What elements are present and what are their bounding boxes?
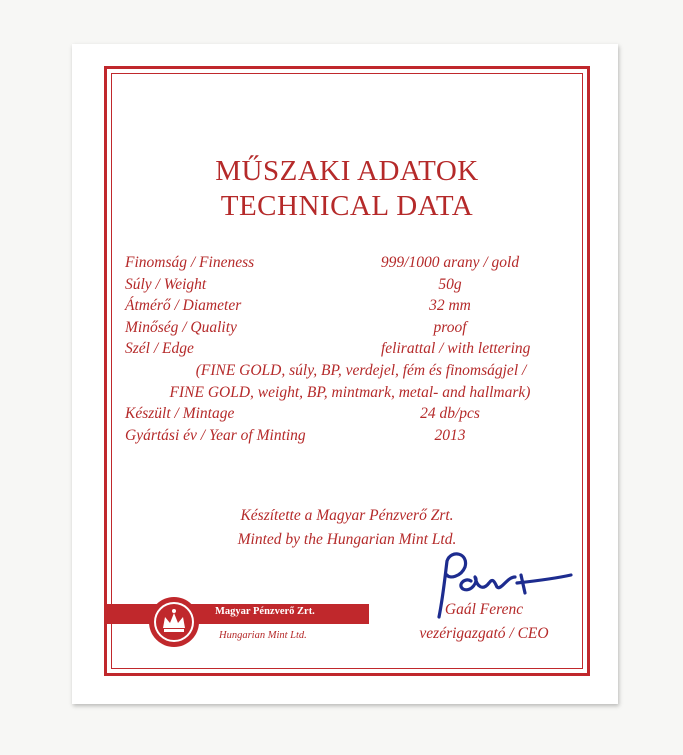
spec-label: Szél / Edge [125, 340, 194, 358]
maker-hungarian: Készítette a Magyar Pénzverő Zrt. [240, 507, 454, 524]
spec-label: Finomság / Fineness [125, 254, 255, 271]
spec-row-weight [125, 274, 575, 296]
signer-title: vezérigazgató / CEO [419, 625, 549, 642]
spec-label: Gyártási év / Year of Minting [125, 426, 306, 444]
spec-row-year [125, 425, 575, 447]
certificate-card [72, 44, 618, 704]
spec-value: 999/1000 arany / gold [380, 254, 520, 271]
spec-row-edge [125, 338, 575, 360]
spec-row-mintage [125, 403, 575, 425]
spec-row-quality [125, 317, 575, 339]
spec-label: Átmérő / Diameter [125, 297, 242, 315]
spec-label: Súly / Weight [125, 275, 207, 293]
spec-label: Minőség / Quality [125, 318, 237, 336]
spec-label: Készült / Mintage [125, 405, 235, 423]
spec-value: 2013 [434, 426, 466, 444]
maker-english: Minted by the Hungarian Mint Ltd. [237, 531, 457, 548]
spec-row-fineness [125, 252, 575, 274]
title-hungarian: MŰSZAKI ADATOK [215, 155, 479, 187]
edge-note-line2: FINE GOLD, weight, BP, mintmark, metal- and hallmark) [169, 383, 531, 401]
edge-note-line1: (FINE GOLD, súly, BP, verdejel, fém és finomságjel / [195, 361, 527, 379]
spec-value: 50g [438, 275, 462, 293]
spec-row-diameter [125, 295, 575, 317]
signer-name: Gaál Ferenc [444, 601, 524, 618]
logo-name-english: Hungarian Mint Ltd. [219, 630, 307, 641]
spec-list [125, 252, 575, 446]
certificate-frame [104, 66, 590, 676]
spec-value: 32 mm [429, 297, 471, 315]
title-english: TECHNICAL DATA [220, 190, 474, 222]
crown-emblem-icon [149, 597, 199, 647]
spec-value: felirattal / with lettering [381, 340, 531, 358]
logo-name-hungarian: Magyar Pénzverő Zrt. [215, 606, 315, 617]
spec-value: proof [433, 318, 467, 336]
spec-value: 24 db/pcs [420, 405, 480, 423]
